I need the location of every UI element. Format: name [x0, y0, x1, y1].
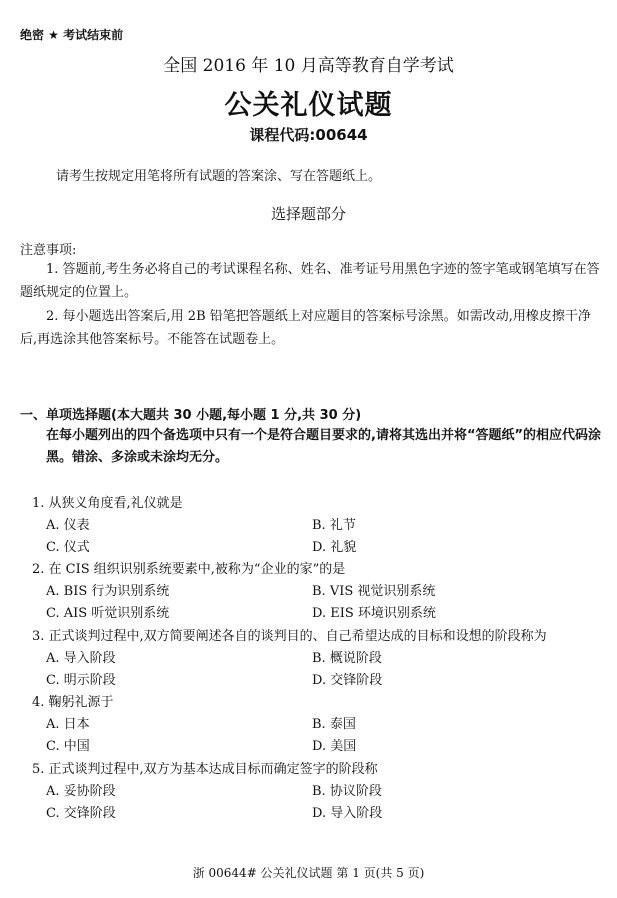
exam-header: 全国 2016 年 10 月高等教育自学考试 — [163, 56, 454, 76]
section-title: 选择题部分 — [270, 205, 346, 223]
question-option: B. 礼节 — [312, 518, 356, 533]
notes-title: 注意事项: — [20, 243, 77, 258]
question-stem: 2. 在 CIS 组织识别系统要素中,被称为“企业的家”的是 — [32, 562, 346, 577]
course-code: 课程代码:00644 — [249, 126, 368, 144]
question-option: D. EIS 环境识别系统 — [312, 606, 436, 621]
page-footer: 浙 00644# 公关礼仪试题 第 1 页(共 5 页) — [192, 866, 425, 880]
part-heading: 一、单项选择题(本大题共 30 小题,每小题 1 分,共 30 分) — [20, 408, 362, 423]
question-option: C. 交锋阶段 — [46, 806, 116, 821]
question-option: C. 中国 — [46, 739, 90, 754]
note-item: 2. 每小题选出答案后,用 2B 铅笔把答题纸上对应题目的答案标号涂黑。如需改动,用橡皮擦干净后,再选涂其他答案标号。不能答在试题卷上。 — [20, 309, 591, 347]
confidential-label: 绝密 ★ 考试结束前 — [20, 28, 124, 42]
part-description: 在每小题列出的四个备选项中只有一个是符合题目要求的,请将其选出并将“答题纸”的相应代码涂黑。错涂、多涂或未涂均无分。 — [46, 428, 602, 465]
question-option: D. 礼貌 — [312, 540, 357, 555]
question-option: A. 导入阶段 — [46, 651, 116, 666]
question-option: C. 仪式 — [46, 540, 90, 555]
question-stem: 3. 正式谈判过程中,双方简要阐述各自的谈判目的、自己希望达成的目标和设想的阶段称为 — [32, 629, 547, 644]
question-stem: 5. 正式谈判过程中,双方为基本达成目标而确定签字的阶段称 — [32, 762, 378, 777]
note-item: 1. 答题前,考生务必将自己的考试课程名称、姓名、准考证号用黑色字迹的签字笔或钢笔填写在答题纸规定的位置上。 — [20, 262, 600, 300]
question-option: D. 交锋阶段 — [312, 673, 383, 688]
question-option: A. BIS 行为识别系统 — [46, 584, 170, 599]
question-option: A. 妥协阶段 — [46, 784, 116, 799]
question-option: B. 概说阶段 — [312, 651, 382, 666]
question-option: A. 仪表 — [46, 518, 90, 533]
question-option: A. 日本 — [46, 717, 90, 732]
question-option: C. AIS 听觉识别系统 — [46, 606, 170, 621]
question-stem: 4. 鞠躬礼源于 — [32, 695, 114, 710]
question-option: D. 导入阶段 — [312, 806, 383, 821]
question-option: B. 泰国 — [312, 717, 356, 732]
question-stem: 1. 从狭义角度看,礼仪就是 — [32, 496, 183, 511]
question-option: B. 协议阶段 — [312, 784, 382, 799]
instruction-text: 请考生按规定用笔将所有试题的答案涂、写在答题纸上。 — [56, 169, 382, 184]
question-option: B. VIS 视觉识别系统 — [312, 584, 436, 599]
paper-title: 公关礼仪试题 — [224, 90, 393, 121]
question-option: C. 明示阶段 — [46, 673, 116, 688]
question-option: D. 美国 — [312, 739, 357, 754]
